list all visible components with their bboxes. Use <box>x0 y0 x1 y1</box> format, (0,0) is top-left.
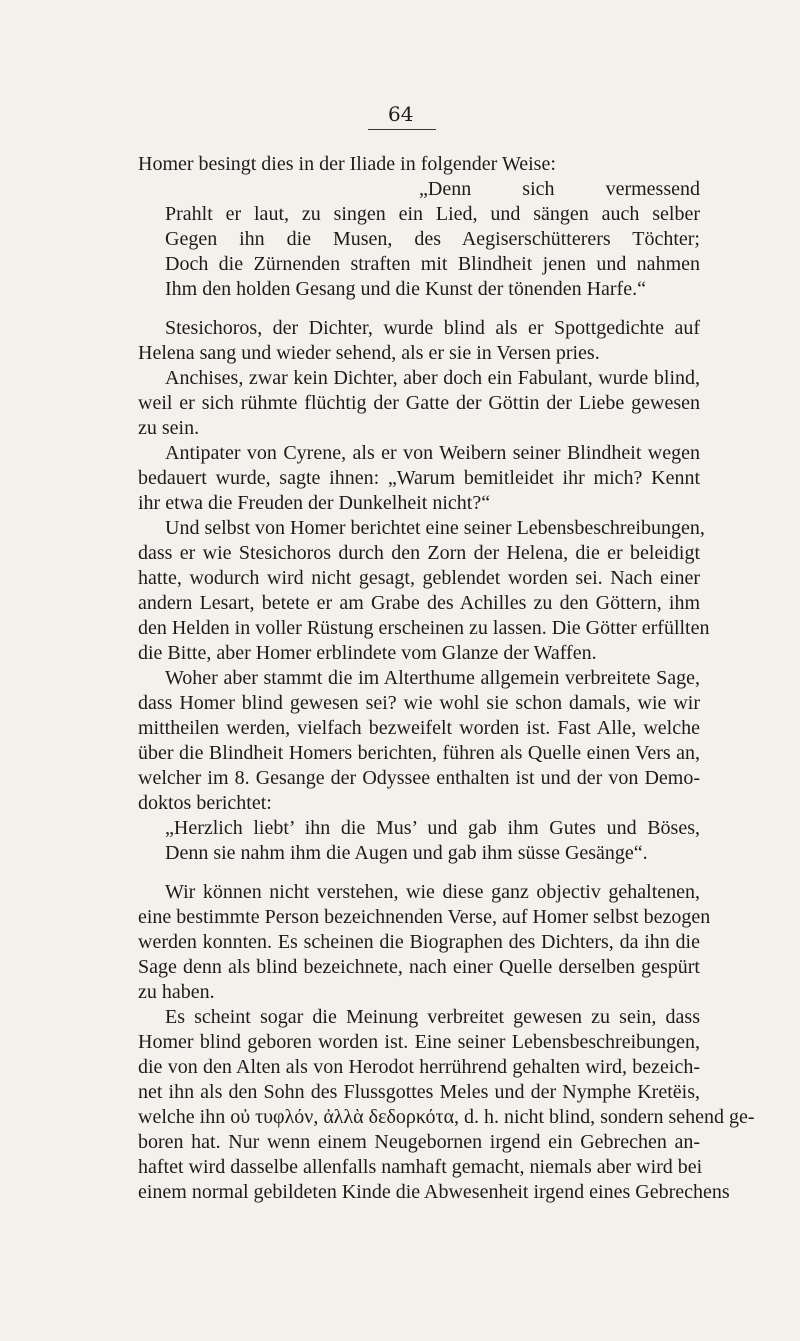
text-line: mittheilen werden, vielfach bezweifelt worden ist. Fast Alle, welche <box>138 717 700 739</box>
text-line: über die Blindheit Homers berichten, führen als Quelle einen Vers an, <box>138 742 700 764</box>
text-line: zu sein. <box>138 417 200 439</box>
text-line: net ihn als den Sohn des Flussgottes Meles und der Nymphe Kretëis, <box>138 1081 700 1103</box>
paragraph <box>138 152 700 177</box>
paragraph <box>138 516 710 666</box>
text-line: doktos berichtet: <box>138 792 272 814</box>
paragraph <box>138 316 700 366</box>
verse-quote <box>138 816 700 866</box>
page-number: 64 <box>388 102 414 126</box>
text-line: Homer besingt dies in der Iliade in folgender Weise: <box>138 153 556 175</box>
paragraph <box>138 441 700 516</box>
text-line: weil er sich rühmte flüchtig der Gatte der Göttin der Liebe gewesen <box>138 392 700 414</box>
text-line: dass Homer blind gewesen sei? wie wohl sie schon damals, wie wir <box>138 692 700 714</box>
text-line: dass er wie Stesichoros durch den Zorn der Helena, die er beleidigt <box>138 542 700 564</box>
verse-quote <box>138 177 700 302</box>
text-line: Antipater von Cyrene, als er von Weibern seiner Blindheit wegen <box>165 442 700 464</box>
text-line: eine bestimmte Person bezeichnenden Verse, auf Homer selbst bezogen <box>138 906 711 928</box>
text-line: boren hat. Nur wenn einem Neugebornen irgend ein Gebrechen an- <box>138 1131 700 1153</box>
text-line: werden konnten. Es scheinen die Biographen des Dichters, da ihn die <box>138 931 700 953</box>
text-line: Anchises, zwar kein Dichter, aber doch ein Fabulant, wurde blind, <box>165 367 700 389</box>
paragraph <box>138 366 700 441</box>
paragraph <box>138 1005 755 1205</box>
text-line: hatte, wodurch wird nicht gesagt, geblendet worden sei. Nach einer <box>138 567 700 589</box>
text-line: den Helden in voller Rüstung erscheinen zu lassen. Die Götter erfüllten <box>138 617 710 639</box>
text-line: andern Lesart, betete er am Grabe des Achilles zu den Göttern, ihm <box>138 592 700 614</box>
text-line: die von den Alten als von Herodot herrührend gehalten wird, bezeich- <box>138 1056 700 1078</box>
text-line: bedauert wurde, sagte ihnen: „Warum bemitleidet ihr mich? Kennt <box>138 467 700 489</box>
paragraph-spacer <box>138 302 700 316</box>
text-line: welche ihn οὐ τυφλόν, ἀλλὰ δεδορκότα, d. h. nicht blind, sondern sehend ge- <box>138 1106 755 1128</box>
text-line: Stesichoros, der Dichter, wurde blind als er Spottgedichte auf <box>165 317 700 339</box>
text-line: Doch die Zürnenden straften mit Blindheit jenen und nahmen <box>165 253 700 275</box>
text-line: einem normal gebildeten Kinde die Abwesenheit irgend eines Gebrechens <box>138 1181 730 1203</box>
text-line: welcher im 8. Gesange der Odyssee enthalten ist und der von Demo- <box>138 767 700 789</box>
text-line: Homer blind geboren worden ist. Eine seiner Lebensbeschreibungen, <box>138 1031 700 1053</box>
text-line: Und selbst von Homer berichtet eine seiner Lebensbeschreibungen, <box>165 517 705 539</box>
header-rule <box>368 129 436 130</box>
paragraph-spacer <box>138 866 700 880</box>
text-line: Helena sang und wieder sehend, als er sie in Versen pries. <box>138 342 600 364</box>
text-line: Es scheint sogar die Meinung verbreitet gewesen zu sein, dass <box>165 1006 700 1028</box>
text-line: Sage denn als blind bezeichnete, nach einer Quelle derselben gespürt <box>138 956 700 978</box>
paragraph <box>138 666 700 816</box>
text-line: Denn sie nahm ihm die Augen und gab ihm süsse Gesänge“. <box>165 842 648 864</box>
paragraph <box>138 880 711 1005</box>
text-line: haftet wird dasselbe allenfalls namhaft gemacht, niemals aber wird bei <box>138 1156 703 1178</box>
text-line: Wir können nicht verstehen, wie diese ganz objectiv gehaltenen, <box>165 881 700 903</box>
text-line: Woher aber stammt die im Alterthume allgemein verbreitete Sage, <box>165 667 700 689</box>
text-line: „Denn sich vermessend <box>419 178 700 200</box>
text-line: die Bitte, aber Homer erblindete vom Glanze der Waffen. <box>138 642 597 664</box>
text-line: zu haben. <box>138 981 215 1003</box>
text-line: „Herzlich liebt’ ihn die Mus’ und gab ihm Gutes und Böses, <box>165 817 700 839</box>
text-line: ihr etwa die Freuden der Dunkelheit nicht?“ <box>138 492 491 514</box>
text-line: Gegen ihn die Musen, des Aegiserschütterers Töchter; <box>165 228 700 250</box>
text-line: Prahlt er laut, zu singen ein Lied, und sängen auch selber <box>165 203 700 225</box>
body-text <box>138 152 755 1205</box>
text-line: Ihm den holden Gesang und die Kunst der tönenden Harfe.“ <box>165 278 646 300</box>
